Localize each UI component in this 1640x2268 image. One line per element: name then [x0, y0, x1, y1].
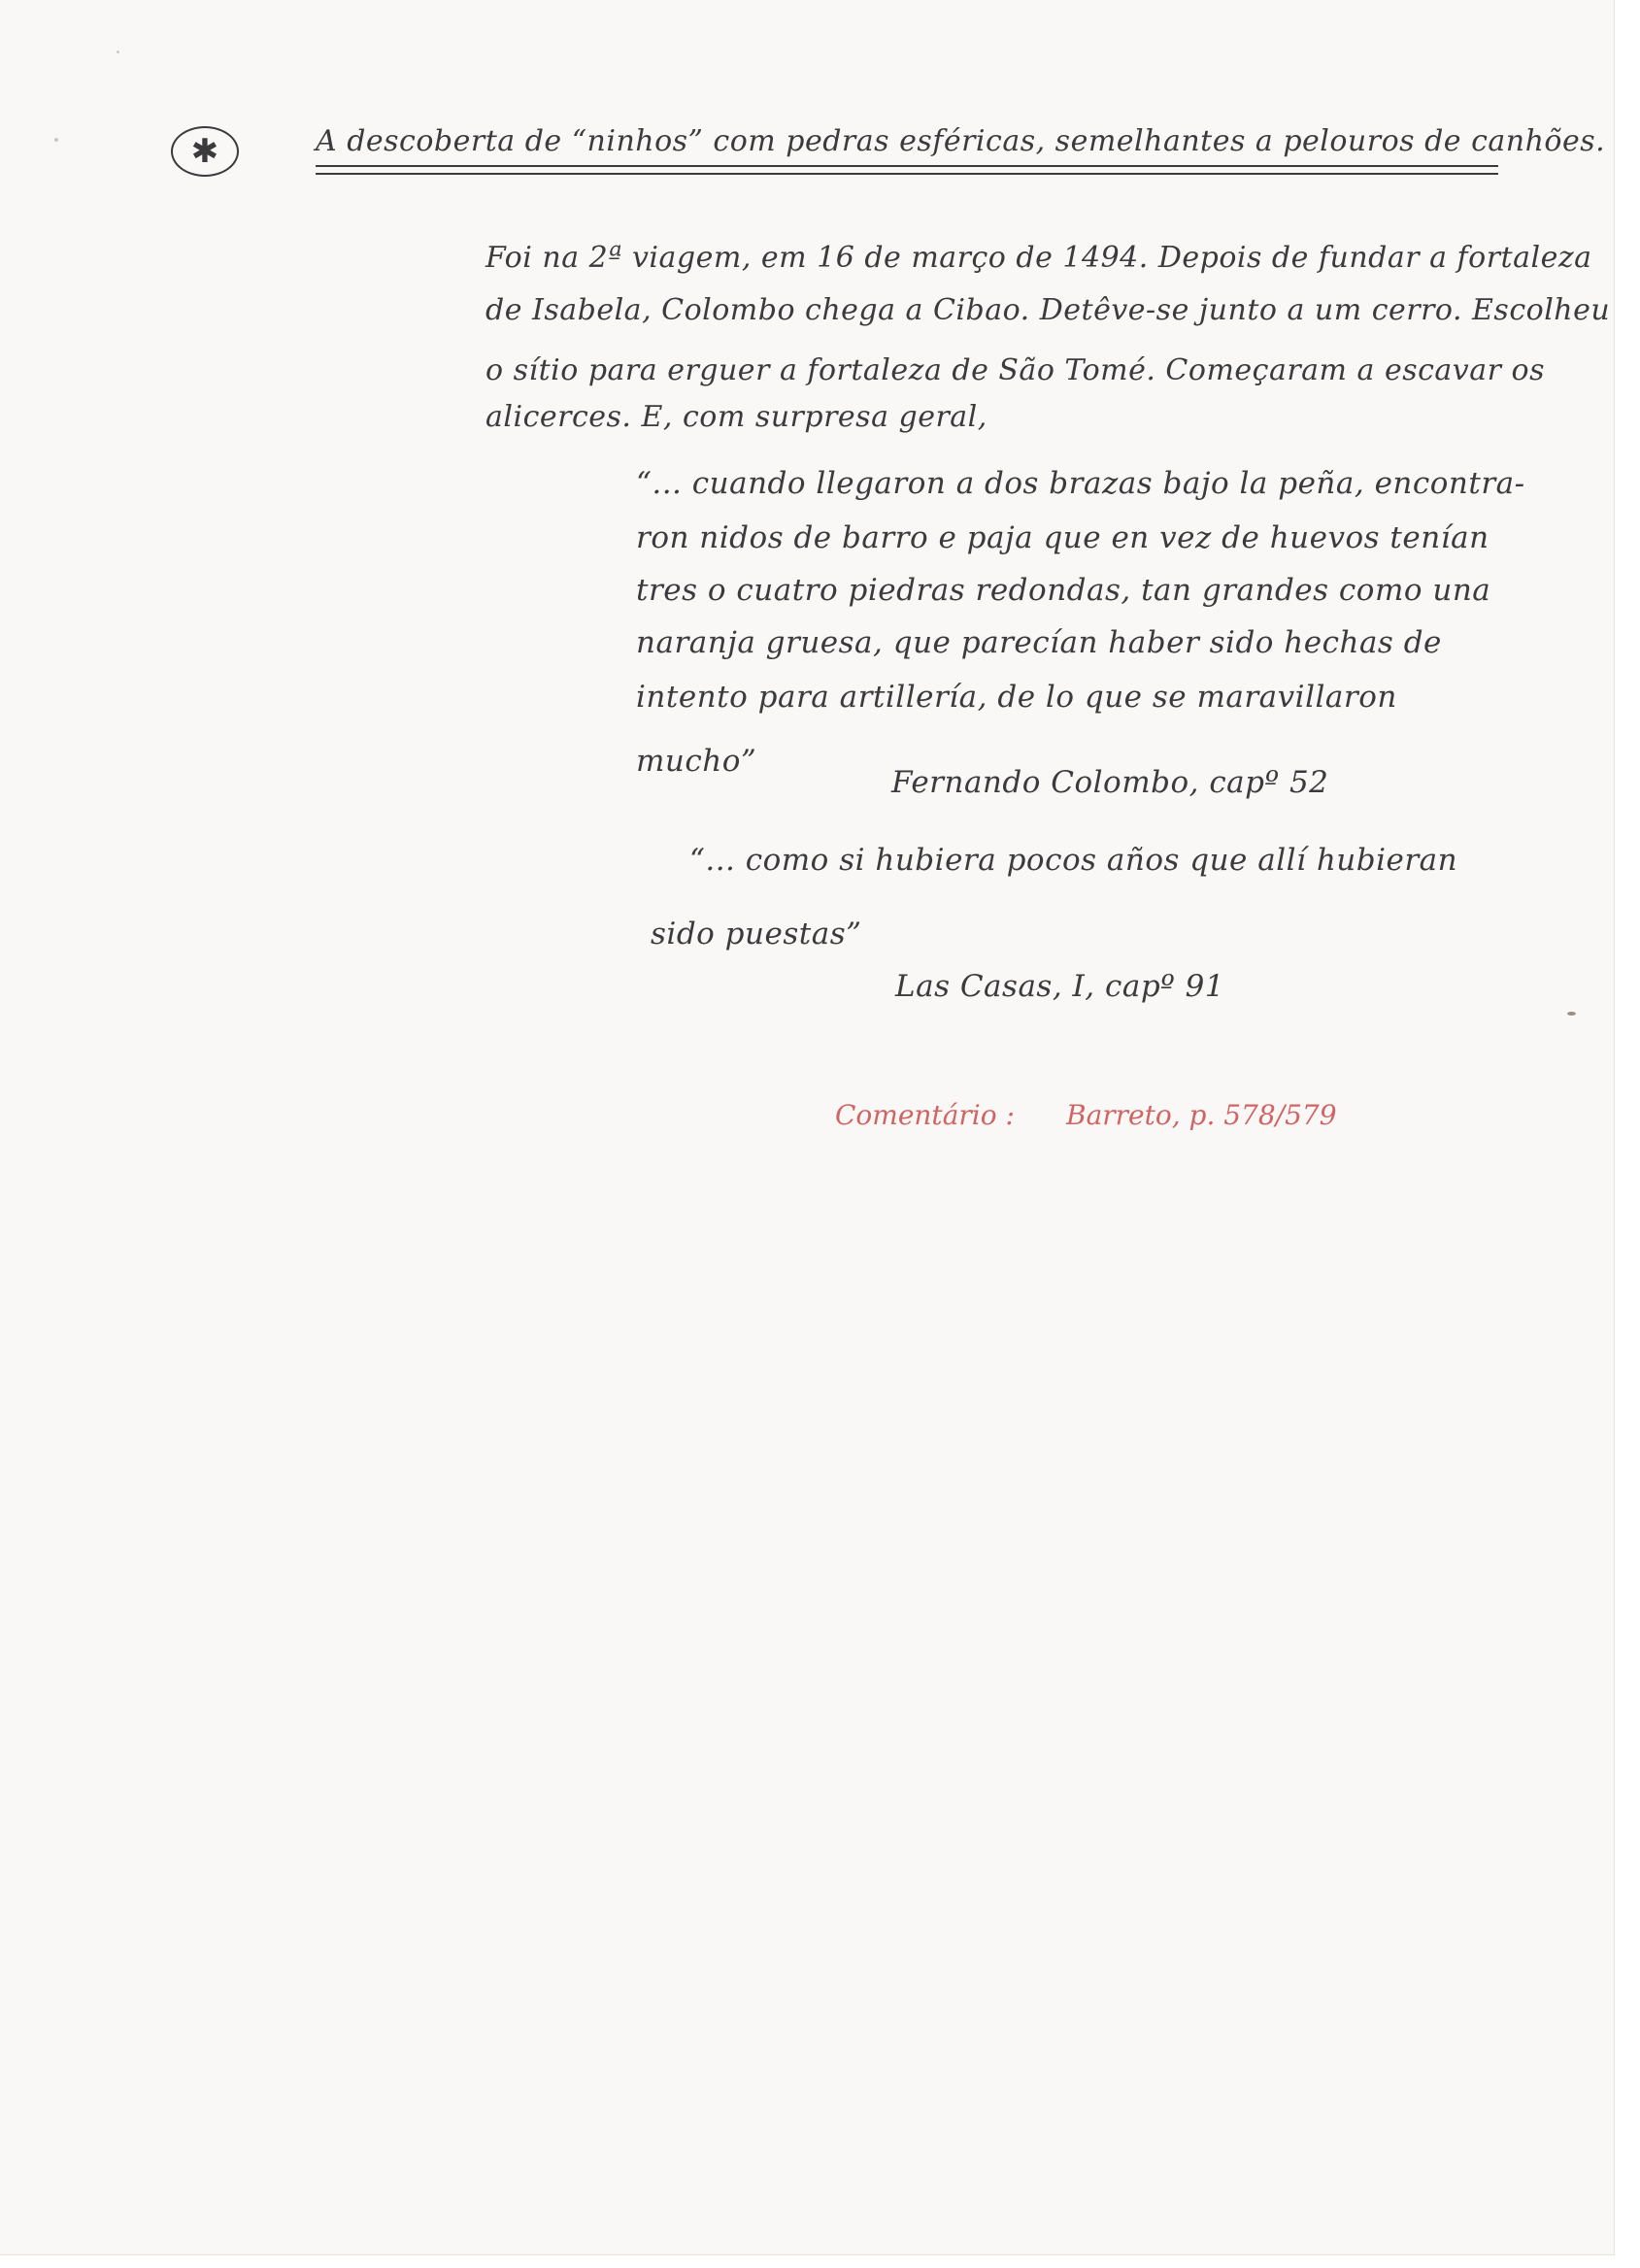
- title-underline-bottom: [316, 173, 1498, 175]
- quote-line: “... cuando llegaron a dos brazas bajo la peña, encontra-: [636, 466, 1525, 501]
- comment-reference: Barreto, p. 578/579: [1066, 1099, 1337, 1131]
- paper-speck: [54, 138, 58, 142]
- asterisk-circle-mark: [171, 126, 239, 177]
- paragraph-line: alicerces. E, com surpresa geral,: [485, 400, 987, 434]
- paragraph-line: Foi na 2ª viagem, em 16 de março de 1494. Depois de fundar a fortaleza: [485, 241, 1592, 275]
- paper-speck: [1567, 1012, 1576, 1016]
- paper-speck: [117, 50, 119, 53]
- quote-line: ron nidos de barro e paja que en vez de huevos tenían: [636, 520, 1489, 555]
- comment-label: Comentário :: [835, 1099, 1015, 1131]
- quote-line: sido puestas”: [651, 917, 862, 951]
- quote-line: tres o cuatro piedras redondas, tan grandes como una: [636, 573, 1491, 608]
- citation-las-casas: Las Casas, I, capº 91: [895, 969, 1225, 1004]
- title-underline-top: [316, 165, 1498, 167]
- paragraph-line: de Isabela, Colombo chega a Cibao. Detêve-se junto a um cerro. Escolheu: [485, 293, 1611, 327]
- paragraph-line: o sítio para erguer a fortaleza de São Tomé. Começaram a escavar os: [485, 353, 1545, 387]
- quote-line: mucho”: [636, 744, 757, 779]
- citation-fernando-colombo: Fernando Colombo, capº 52: [891, 765, 1329, 800]
- quote-line: “... como si hubiera pocos años que allí hubieran: [689, 843, 1458, 878]
- quote-line: naranja gruesa, que parecían haber sido hechas de: [636, 625, 1442, 660]
- asterisk-icon: ✱: [190, 132, 219, 171]
- quote-line: intento para artillería, de lo que se maravillaron: [636, 680, 1397, 715]
- document-title: A descoberta de “ninhos” com pedras esféricas, semelhantes a pelouros de canhões.: [316, 124, 1606, 158]
